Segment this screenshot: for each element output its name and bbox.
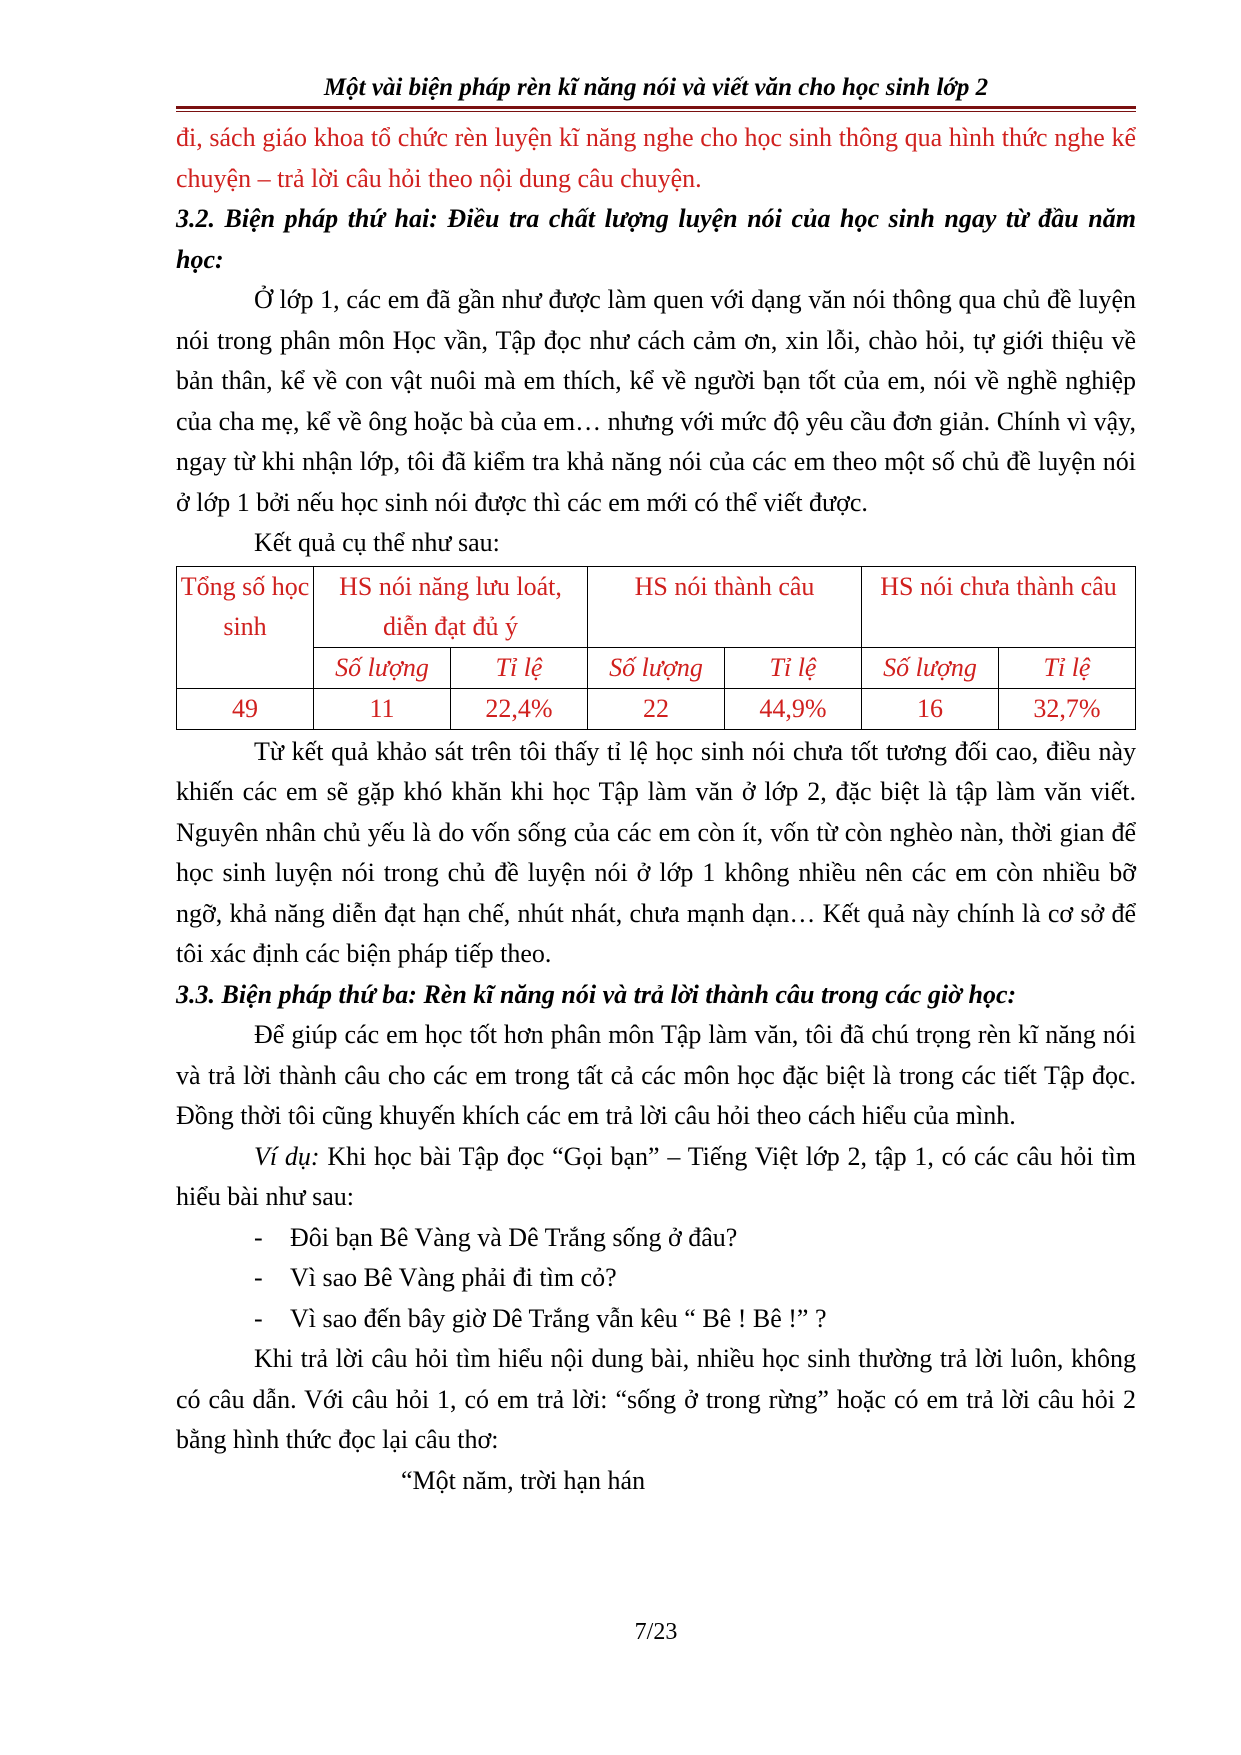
cell-g1-rate: 22,4% xyxy=(451,688,588,729)
document-header: Một vài biện pháp rèn kĩ năng nói và viết văn cho học sinh lớp 2 xyxy=(323,74,989,101)
section-3-3-paragraph: Để giúp các em học tốt hơn phân môn Tập làm văn, tôi đã chú trọng rèn kĩ năng nói và trả lời thành câu cho các em trong tất cả các môn học đặc biệt là trong các tiết Tập đọc. Đồng thời tôi cũng khuyến khích các em trả lời câu hỏi theo cách hiểu của mình. xyxy=(176,1020,1136,1130)
subheader-rate: Tỉ lệ xyxy=(451,647,588,688)
subheader-rate: Tỉ lệ xyxy=(999,647,1136,688)
cell-g3-count: 16 xyxy=(862,688,999,729)
survey-results-table xyxy=(176,566,1136,730)
example-text: Khi học bài Tập đọc “Gọi bạn” – Tiếng Việt lớp 2, tập 1, có các câu hỏi tìm hiểu bài như sau: xyxy=(176,1141,1136,1211)
page-content xyxy=(176,118,1136,1501)
analysis-paragraph: Từ kết quả khảo sát trên tôi thấy tỉ lệ học sinh nói chưa tốt tương đối cao, điều này khiến các em sẽ gặp khó khăn khi học Tập làm văn ở lớp 2, đặc biệt là tập làm văn viết. Nguyên nhân chủ yếu là do vốn sống của các em còn ít, vốn từ còn nghèo nàn, thời gian để học sinh luyện nói trong chủ đề luyện nói ở lớp 1 không nhiều nên các em còn nhiều bỡ ngỡ, khả năng diễn đạt hạn chế, nhút nhát, chưa mạnh dạn… Kết quả này chính là cơ sở để tôi xác định các biện pháp tiếp theo. xyxy=(176,736,1136,968)
table-header-row xyxy=(177,566,1136,647)
list-item: - Đôi bạn Bê Vàng và Dê Trắng sống ở đâu? xyxy=(176,1218,1136,1259)
question-text: Đôi bạn Bê Vàng và Dê Trắng sống ở đâu? xyxy=(290,1222,738,1252)
subheader-rate: Tỉ lệ xyxy=(725,647,862,688)
section-3-3-heading: 3.3. Biện pháp thứ ba: Rèn kĩ năng nói và trả lời thành câu trong các giờ học: xyxy=(176,979,1017,1009)
header-incomplete-group: HS nói chưa thành câu xyxy=(862,566,1136,647)
cell-g2-count: 22 xyxy=(588,688,725,729)
list-item: - Vì sao Bê Vàng phải đi tìm cỏ? xyxy=(176,1258,1136,1299)
table-row xyxy=(177,688,1136,729)
cell-g1-count: 11 xyxy=(314,688,451,729)
poem-line: “Một năm, trời hạn hán xyxy=(401,1465,646,1495)
example-paragraph xyxy=(176,1137,1136,1218)
cell-g2-rate: 44,9% xyxy=(725,688,862,729)
section-3-2-paragraph: Ở lớp 1, các em đã gần như được làm quen với dạng văn nói thông qua chủ đề luyện nói trong phân môn Học vần, Tập đọc như cách cảm ơn, xin lỗi, chào hỏi, tự giới thiệu về bản thân, kể về con vật nuôi mà em thích, kể về người bạn tốt của em, nói về nghề nghiệp của cha mẹ, kể về ông hoặc bà của em… nhưng với mức độ yêu cầu đơn giản. Chính vì vậy, ngay từ khi nhận lớp, tôi đã kiểm tra khả năng nói của các em theo một số chủ đề luyện nói ở lớp 1 bởi nếu học sinh nói được thì các em mới có thể viết được. xyxy=(176,285,1136,517)
intro-paragraph: đi, sách giáo khoa tổ chức rèn luyện kĩ năng nghe cho học sinh thông qua hình thức nghe kể chuyện – trả lời câu hỏi theo nội dung câu chuyện. xyxy=(176,123,1136,193)
header-rule-thin xyxy=(176,111,1136,112)
question-text: Vì sao đến bây giờ Dê Trắng vẫn kêu “ Bê ! Bê !” ? xyxy=(290,1303,827,1333)
result-intro: Kết quả cụ thể như sau: xyxy=(254,528,500,557)
page-number: 7/23 xyxy=(634,1619,678,1645)
answers-paragraph: Khi trả lời câu hỏi tìm hiểu nội dung bài, nhiều học sinh thường trả lời luôn, không có câu dẫn. Với câu hỏi 1, có em trả lời: “sống ở trong rừng” hoặc có em trả lời câu hỏi 2 bằng hình thức đọc lại câu thơ: xyxy=(176,1344,1136,1454)
header-total-students: Tổng số học sinh xyxy=(177,566,314,688)
header-full-sentence-group: HS nói thành câu xyxy=(588,566,862,647)
subheader-count: Số lượng xyxy=(862,647,999,688)
header-rule-thick xyxy=(176,106,1136,109)
cell-total: 49 xyxy=(177,688,314,729)
list-item: - Vì sao đến bây giờ Dê Trắng vẫn kêu “ Bê ! Bê !” ? xyxy=(176,1299,1136,1340)
example-label: Ví dụ: xyxy=(254,1141,320,1171)
subheader-count: Số lượng xyxy=(588,647,725,688)
section-3-2-heading: 3.2. Biện pháp thứ hai: Điều tra chất lượng luyện nói của học sinh ngay từ đầu năm học: xyxy=(176,204,1136,274)
header-fluent-group: HS nói năng lưu loát, diễn đạt đủ ý xyxy=(314,566,588,647)
table-subheader-row xyxy=(177,647,1136,688)
question-text: Vì sao Bê Vàng phải đi tìm cỏ? xyxy=(290,1263,617,1292)
cell-g3-rate: 32,7% xyxy=(999,688,1136,729)
subheader-count: Số lượng xyxy=(314,647,451,688)
